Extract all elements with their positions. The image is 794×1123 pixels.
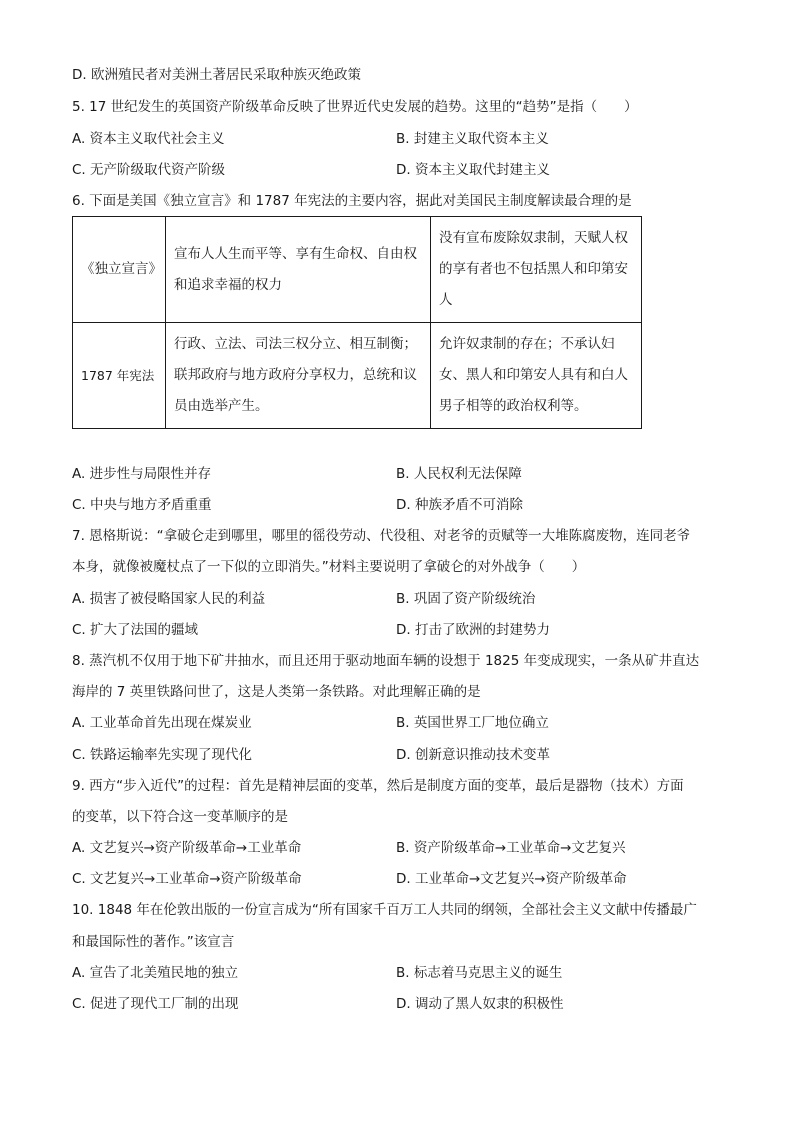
q7-stem-line-2: 本身，就像被魔杖点了一下似的立即消失。”材料主要说明了拿破仑的对外战争（ ） <box>72 559 586 575</box>
q6-comparison-table <box>72 216 642 429</box>
q10-option-b: B. 标志着马克思主义的诞生 <box>396 965 563 981</box>
q5-option-c: C. 无产阶级取代资产阶级 <box>72 162 226 178</box>
table-cell-document-name: 《独立宣言》 <box>73 217 166 323</box>
q7-stem-line-1: 7. 恩格斯说：“拿破仑走到哪里，哪里的徭役劳动、代役租、对老爷的贡赋等一大堆陈腐废物，连同老爷 <box>72 528 691 544</box>
q10-stem-line-2: 和最国际性的著作。”该宣言 <box>72 934 235 950</box>
q6-option-b: B. 人民权利无法保障 <box>396 466 522 482</box>
q8-option-d: D. 创新意识推动技术变革 <box>396 747 550 763</box>
q7-option-d: D. 打击了欧洲的封建势力 <box>396 622 550 638</box>
q7-option-a: A. 损害了被侵略国家人民的利益 <box>72 591 266 607</box>
q6-option-c: C. 中央与地方矛盾重重 <box>72 497 212 513</box>
q6-option-d: D. 种族矛盾不可消除 <box>396 497 523 513</box>
q9-option-b: B. 资产阶级革命→工业革命→文艺复兴 <box>396 840 626 856</box>
table-cell-content: 行政、立法、司法三权分立、相互制衡；联邦政府与地方政府分享权力，总统和议员由选举产生。 <box>166 323 431 429</box>
q5-stem: 5. 17 世纪发生的英国资产阶级革命反映了世界近代史发展的趋势。这里的“趋势”是指（ ） <box>72 99 638 115</box>
q10-option-a: A. 宣告了北美殖民地的独立 <box>72 965 239 981</box>
table-cell-content: 宣布人人生而平等、享有生命权、自由权和追求幸福的权力 <box>166 217 431 323</box>
q7-option-c: C. 扩大了法国的疆域 <box>72 622 199 638</box>
q9-option-a: A. 文艺复兴→资产阶级革命→工业革命 <box>72 840 302 856</box>
table-cell-limitation: 没有宣布废除奴隶制，天赋人权的享有者也不包括黑人和印第安人 <box>431 217 642 323</box>
q8-option-c: C. 铁路运输率先实现了现代化 <box>72 747 253 763</box>
q8-options-row-1 <box>72 713 732 733</box>
q8-options-row-2 <box>72 745 732 765</box>
q5-option-b: B. 封建主义取代资本主义 <box>396 131 549 147</box>
table-row <box>73 217 642 323</box>
q4-option-d: D. 欧洲殖民者对美洲土著居民采取种族灭绝政策 <box>72 67 361 83</box>
q7-options-row-1 <box>72 589 732 609</box>
q10-options-row-2 <box>72 994 732 1014</box>
q10-stem-line-1: 10. 1848 年在伦敦出版的一份宣言成为“所有国家千百万工人共同的纲领，全部社会主义文献中传播最广 <box>72 902 697 918</box>
q6-options-row-1 <box>72 464 732 484</box>
q7-options-row-2 <box>72 620 732 640</box>
table-cell-document-name: 1787 年宪法 <box>73 323 166 429</box>
q7-option-b: B. 巩固了资产阶级统治 <box>396 591 536 607</box>
q9-options-row-2 <box>72 869 732 889</box>
q5-option-a: A. 资本主义取代社会主义 <box>72 131 225 147</box>
q6-stem: 6. 下面是美国《独立宣言》和 1787 年宪法的主要内容，据此对美国民主制度解读最合理的是 <box>72 193 632 209</box>
q9-options-row-1 <box>72 838 732 858</box>
q9-stem-line-1: 9. 西方“步入近代”的过程：首先是精神层面的变革，然后是制度方面的变革，最后是器物（技术）方面 <box>72 778 684 794</box>
q10-option-c: C. 促进了现代工厂制的出现 <box>72 996 239 1012</box>
q8-stem-line-1: 8. 蒸汽机不仅用于地下矿井抽水，而且还用于驱动地面车辆的设想于 1825 年变成现实，一条从矿井直达 <box>72 653 700 669</box>
q5-option-d: D. 资本主义取代封建主义 <box>396 162 550 178</box>
q5-options-row-1 <box>72 129 732 149</box>
q8-option-b: B. 英国世界工厂地位确立 <box>396 715 549 731</box>
q6-option-a: A. 进步性与局限性并存 <box>72 466 212 482</box>
q8-stem-line-2: 海岸的 7 英里铁路问世了，这是人类第一条铁路。对此理解正确的是 <box>72 684 481 700</box>
q8-option-a: A. 工业革命首先出现在煤炭业 <box>72 715 252 731</box>
q9-option-d: D. 工业革命→文艺复兴→资产阶级革命 <box>396 871 627 887</box>
q10-options-row-1 <box>72 963 732 983</box>
q9-option-c: C. 文艺复兴→工业革命→资产阶级革命 <box>72 871 302 887</box>
q9-stem-line-2: 的变革，以下符合这一变革顺序的是 <box>72 809 288 825</box>
q10-option-d: D. 调动了黑人奴隶的积极性 <box>396 996 564 1012</box>
q5-options-row-2 <box>72 160 732 180</box>
q6-options-row-2 <box>72 495 732 515</box>
table-cell-limitation: 允许奴隶制的存在；不承认妇女、黑人和印第安人具有和白人男子相等的政治权利等。 <box>431 323 642 429</box>
table-row <box>73 323 642 429</box>
